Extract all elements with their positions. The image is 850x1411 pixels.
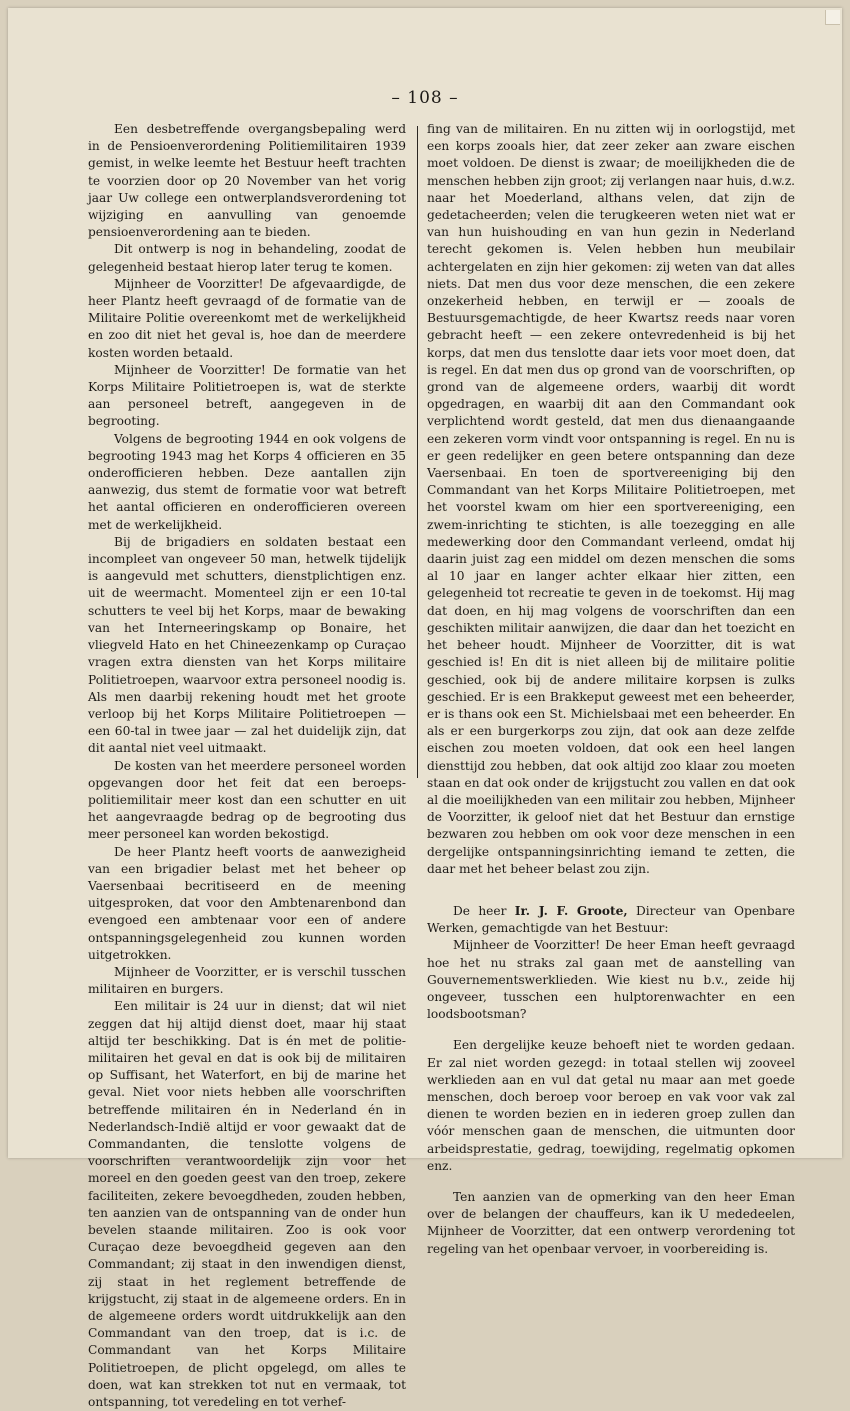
column-divider <box>417 126 418 778</box>
page-number: – 108 – <box>391 88 459 108</box>
right-column <box>427 121 795 1258</box>
paragraph: Een dergelijke keuze behoeft niet te worden gedaan. Er zal niet worden gezegd: in totaal stellen wij zooveel werklieden aan en vul dat getal nu maar aan met goede menschen, doch beroep voor beroep en vak voor vak zal dienen te worden bezien en in iederen groep zullen dan vóór menschen gaan de menschen, die uitmunten door arbeidsprestatie, gedrag, toewijding, regelmatig opkomen enz. <box>427 1038 795 1173</box>
paragraph: Mijnheer de Voorzitter, er is verschil tusschen militairen en burgers. <box>88 964 406 997</box>
paragraph: Volgens de begrooting 1944 en ook volgens de begrooting 1943 mag het Korps 4 officieren en 35 onderofficieren hebben. Deze aantallen zijn aanwezig, dus stemt de formatie voor wat betreft het aantal officieren en onderofficieren overeen met de werkelijkheid. <box>88 431 406 532</box>
paragraph: Mijnheer de Voorzitter! De heer Eman heeft gevraagd hoe het nu straks zal gaan met de aanstelling van Gouvernementswerklieden. Wie kiest nu b.v., zeide hij ongeveer, tusschen een hulptorenwachter en een loodsbootsman? <box>427 938 795 1022</box>
paragraph: Dit ontwerp is nog in behandeling, zoodat de gelegenheid bestaat hierop later terug te komen. <box>88 242 406 274</box>
paragraph: Ten aanzien van de opmerking van den heer Eman over de belangen der chauffeurs, kan ik U mededeelen, Mijnheer de Voorzitter, dat een ontwerp verordening tot regeling van het openbaar vervoer, in voorbereiding is. <box>427 1189 795 1256</box>
page-corner <box>825 10 840 25</box>
speaker-intro: De heer <box>453 903 507 918</box>
left-column <box>88 121 406 1411</box>
paragraph: De heer Plantz heeft voorts de aanwezigheid van een brigadier belast met het beheer op Vaersenbaai becritiseerd en de meening uitgesproken, dat voor den Ambtenarenbond dan evengoed een ambtenaar voor een of andere ontspanningsgelegenheid zou kunnen worden uitgetrokken. <box>88 844 406 962</box>
paragraph: Mijnheer de Voorzitter! De formatie van het Korps Militaire Politietroepen is, wat de sterkte aan personeel betreft, aangegeven in de begrooting. <box>88 362 406 429</box>
paragraph: Bij de brigadiers en soldaten bestaat een incompleet van ongeveer 50 man, hetwelk tijdelijk is aangevuld met schutters, dienstplichtigen enz. uit de weermacht. Momenteel zijn er een 10-tal schutters te veel bij het Korps, maar de bewaking van het Interneeringskamp op Bonaire, het vliegveld Hato en het Chineezenkamp op Curaçao vragen extra diensten van het Korps militaire Politietroepen, waarvoor extra personeel noodig is. Als men daarbij rekening houdt met het groote verloop bij het Korps Militaire Politietroepen — een 60-tal in twee jaar — zal het duidelijk zijn, dat dit aantal niet veel uitmaakt. <box>88 534 406 756</box>
paragraph: De kosten van het meerdere personeel worden opgevangen door het feit dat een beroeps-politiemilitair meer kost dan een schutter en uit het aangevraagde bedrag op de begrooting dus meer personeel kan worden bekostigd. <box>88 758 406 842</box>
document-page <box>8 8 842 1410</box>
speaker-name: Ir. J. F. Groote, <box>514 903 628 918</box>
paragraph: Een desbetreffende overgangsbepaling werd in de Pensioenverordening Politiemilitairen 1939 gemist, in welke leemte het Bestuur heeft trachten te voorzien door op 20 November van het vorig jaar Uw college een ontwerplandsverordening tot wijziging en aanvulling van genoemde pensioenverordening aan te bieden. <box>88 122 406 240</box>
speaker-role: Directeur van Openbare Werken, gemachtigde van het Bestuur: <box>427 903 796 936</box>
paragraph: Mijnheer de Voorzitter! De afgevaardigde, de heer Plantz heeft gevraagd of de formatie van de Militaire Politie overeenkomt met de werkelijkheid en zoo dit niet het geval is, hoe dan de meerdere kosten worden betaald. <box>88 276 406 360</box>
paragraph: fing van de militairen. En nu zitten wij in oorlogstijd, met een korps zooals hier, dat zeer zeker aan zware eischen moet voldoen. De dienst is zwaar; de moeilijkheden die de menschen hebben zijn groot; zij verlangen naar huis, d.w.z. naar het Moederland, althans velen, dat zijn de gedetacheerden; velen die terugkeeren weten niet wat er van hun huishouding en van hun gezin in Nederland terecht gekomen is. Velen hebben hun meubilair achtergelaten en zijn hier gekomen: zij weten van dat alles niets. Dat men dus voor deze menschen, die een zekere onzekerheid hebben, en terwijl er — zooals de Bestuursgemachtigde, de heer Kwartsz reeds naar voren gebracht heeft — een zekere ontevredenheid is bij het korps, dat men dus tenslotte daar iets voor moet doen, dat is regel. En dat men dus op grond van de voorschriften, op grond van de algemeene orders, waarbij dit wordt opgedragen, en waarbij dit aan den Commandant ook verplichtend wordt gesteld, dat men dus dienaangaande een zekeren vorm vindt voor ontspanning is regel. En nu is er geen redelijker en geen betere ontspanning dan deze Vaersenbaai. En toen de sportvereeniging bij den Commandant van het Korps Militaire Politietroepen, met het voorstel kwam om hier een sportvereeniging, een zwem-inrichting te stichten, is alle toezegging en alle medewerking door den Commandant verleend, omdat hij daarin juist zag een middel om dezen menschen die soms al 10 jaar en langer achter elkaar hier zitten, een gelegenheid tot recreatie te geven in de toekomst. Hij mag dat doen, en hij mag volgens de voorschriften dan een geschikten militair aanwijzen, die daar dan het toezicht en het beheer houdt. Mijnheer de Voorzitter, dit is wat geschied is! En dit is niet alleen bij de militaire politie geschied, ook bij de andere militaire korpsen is zulks geschied. Er is een Brakkeput geweest met een beheerder, er is thans ook een St. Michielsbaai met een beheerder. En als er een burgerkorps zou zijn, dat ook aan deze zelfde eischen zou moeten voldoen, dat ook een heel langen diensttijd zou hebben, dat ook altijd zoo klaar zou moeten staan en dat ook onder de krijgstucht zou vallen en dat ook al die moeilijkheden van een militair zou hebben, Mijnheer de Voorzitter, ik geloof niet dat het Bestuur dan ernstige bezwaren zou hebben om ook voor deze menschen in een dergelijke ontspanningsinrichting iemand te zetten, die daar met het beheer belast zou zijn. <box>427 122 795 876</box>
paragraph: Een militair is 24 uur in dienst; dat wil niet zeggen dat hij altijd dienst doet, maar hij staat altijd ter beschikking. Dat is én met de politie-militairen het geval en dat is ook bij de militairen op Suffisant, het Waterfort, en bij de marine het geval. Niet voor niets hebben alle voorschriften betreffende militairen én in Nederland én in Nederlandsch-Indië altijd er voor gewaakt dat de Commandanten, die tenslotte volgens de voorschriften verantwoordelijk zijn voor het moreel en den goeden geest van den troep, zekere faciliteiten, zekere bevoegdheden, zouden hebben, ten aanzien van de ontspanning van de onder hun bevelen staande militairen. Zoo is ook voor Curaçao deze bevoegdheid gegeven aan den Commandant; zij staat in den inwendigen dienst, zij staat in het reglement betreffende de krijgstucht, zij staat in de algemeene orders. En in de algemeene orders wordt uitdrukkelijk aan den Commandant van den troep, dat is i.c. de Commandant van het Korps Militaire Politietroepen, de plicht opgelegd, om alles te doen, wat kan strekken tot nut en vermaak, tot ontspanning, tot veredeling en tot verhef- <box>88 999 406 1410</box>
speaker-heading <box>427 903 795 937</box>
